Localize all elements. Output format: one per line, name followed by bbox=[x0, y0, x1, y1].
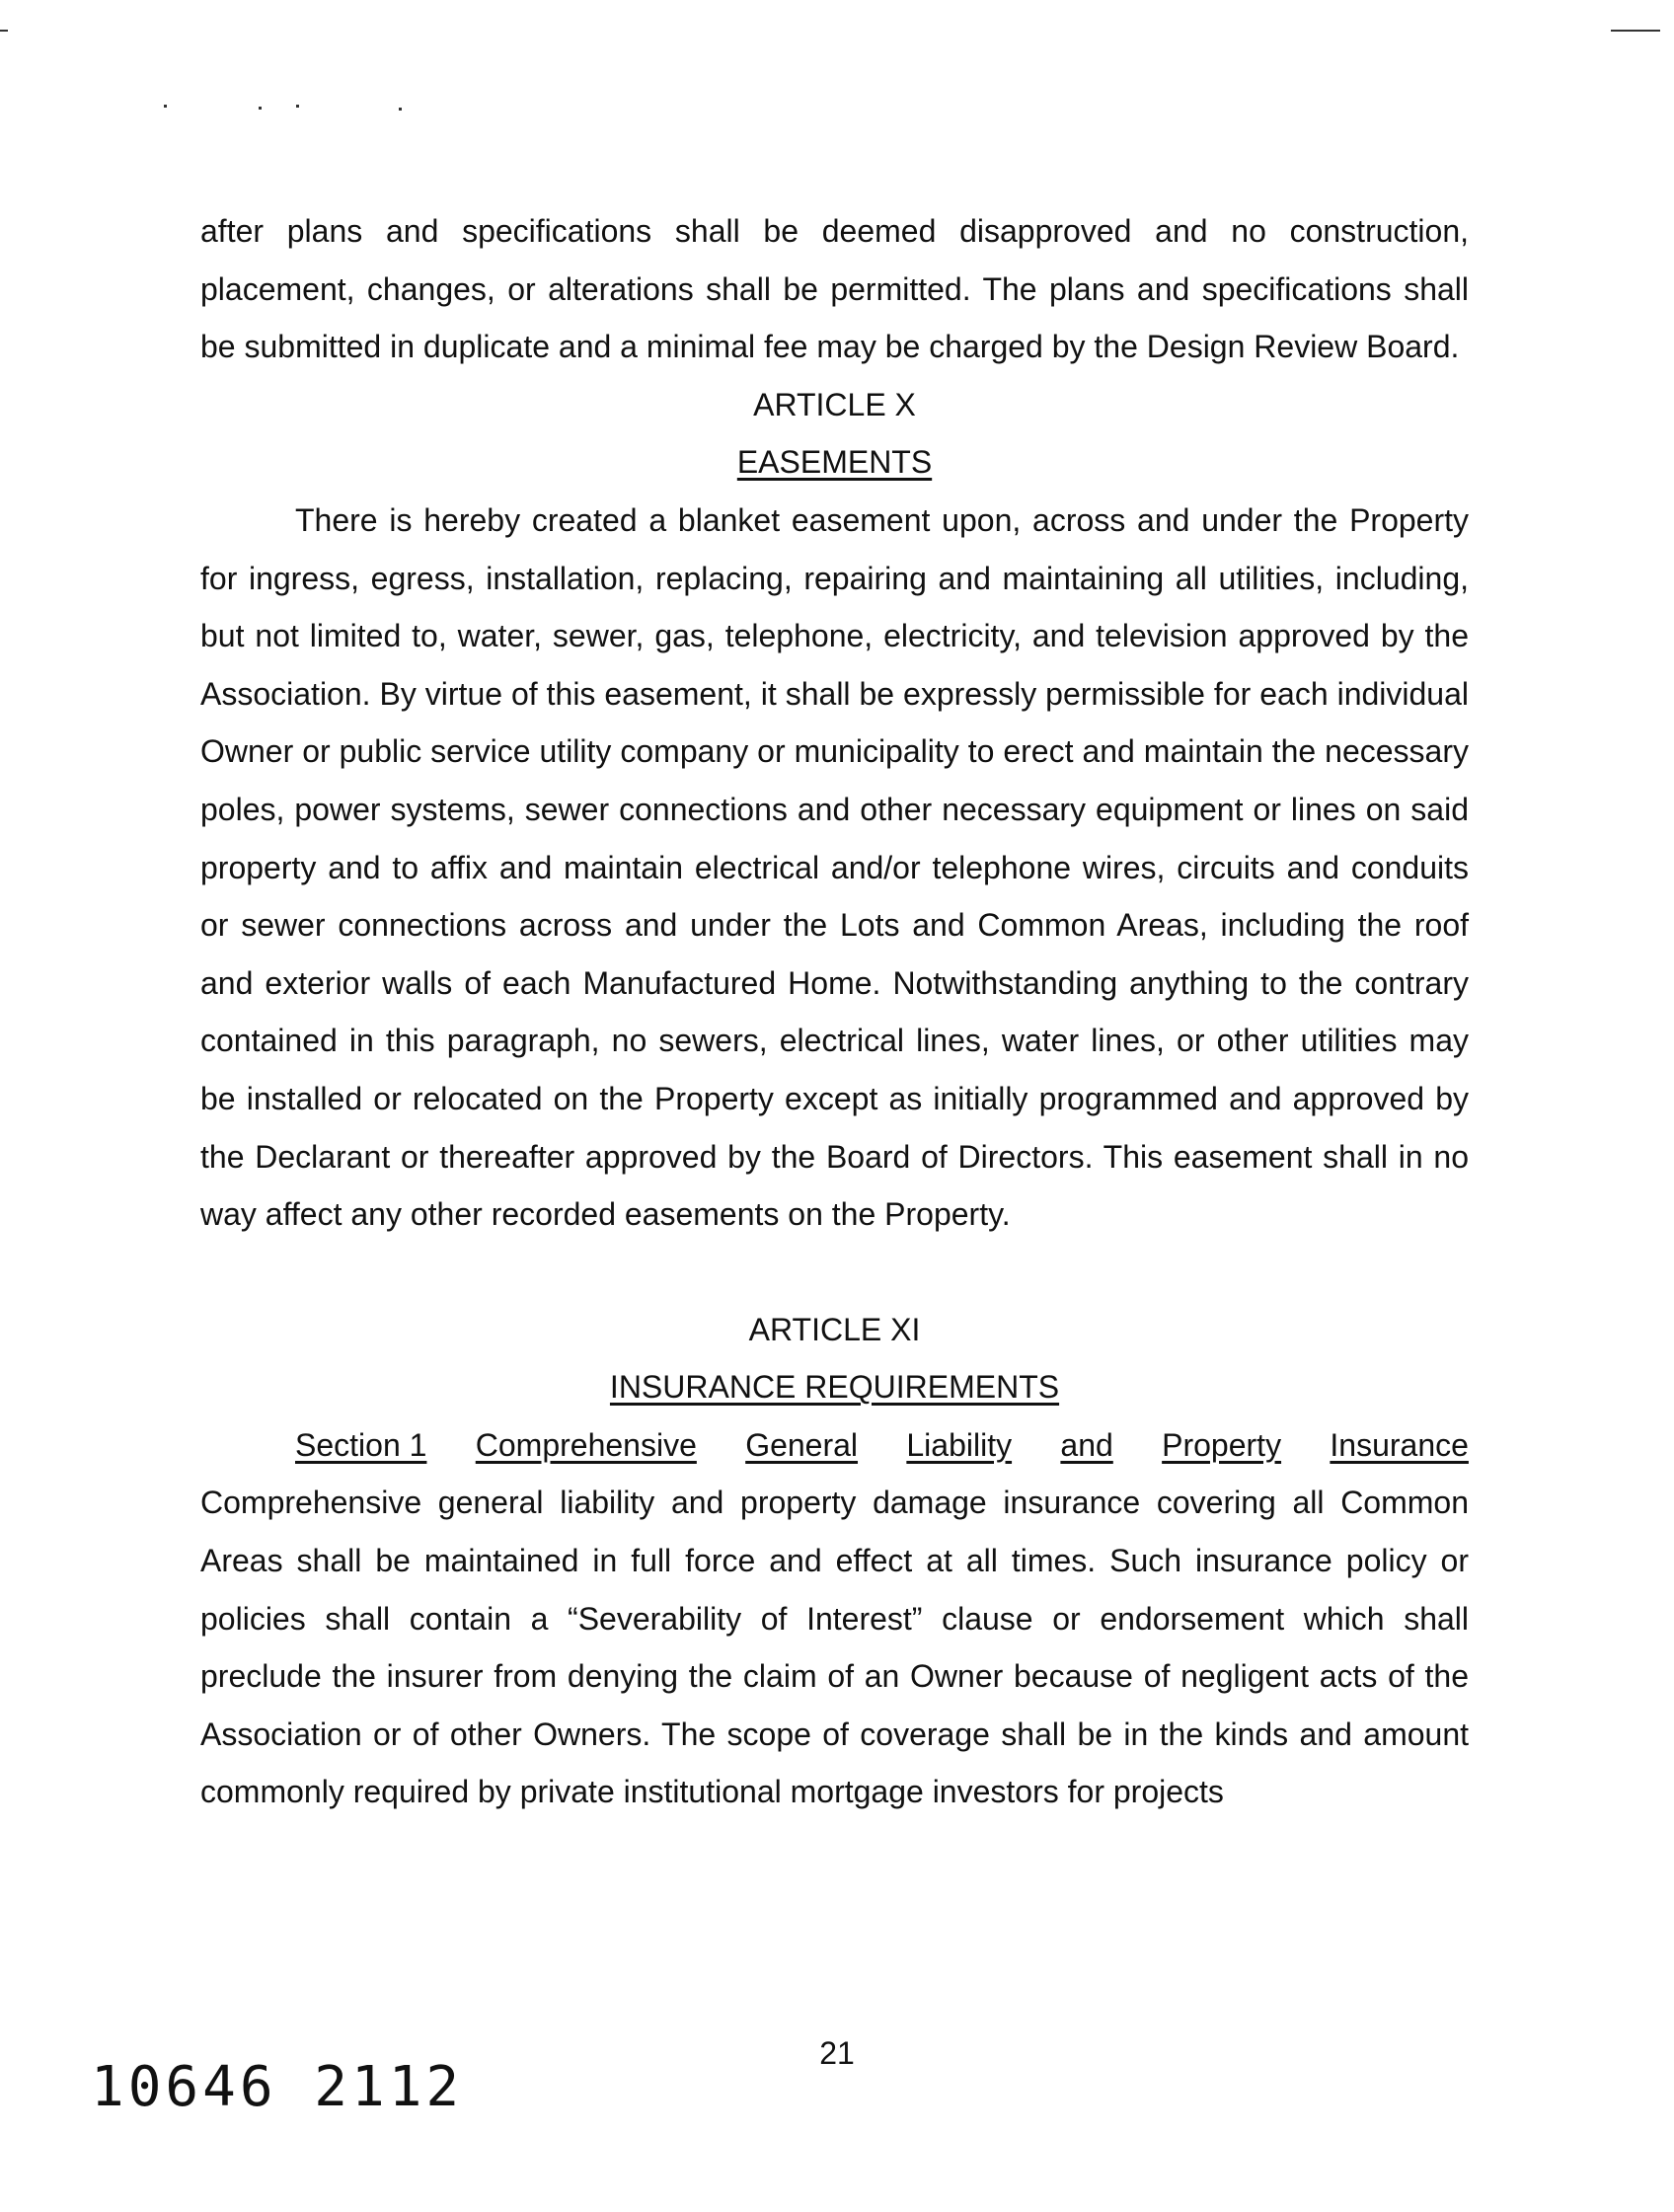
scan-dot bbox=[399, 108, 402, 111]
section-gap bbox=[200, 1244, 1469, 1301]
scan-dot bbox=[259, 107, 262, 110]
section-title-word: Liability bbox=[906, 1426, 1013, 1463]
scan-dot bbox=[164, 105, 167, 108]
section-label: Section 1 bbox=[295, 1426, 427, 1463]
recording-stamp: 10646 2112 bbox=[91, 2055, 464, 2119]
section-title-word: and bbox=[1060, 1426, 1113, 1463]
article-x-number: ARTICLE X bbox=[753, 386, 916, 422]
section-title-word: Property bbox=[1162, 1426, 1282, 1463]
easements-paragraph: There is hereby created a blanket easement upon, across and under the Property for ingress, egress, installation, replacing, repairing and maintaining all utilities, including, but not limited to, water, sewer, gas, telephone, electricity, and television approved by the Association. By virtue of this easement, it shall be expressly permissible for each individual Owner or public service utility company or municipality to erect and maintain the necessary poles, power systems, sewer connections and other necessary equipment or lines on said property and to affix and maintain electrical and/or telephone wires, circuits and conduits or sewer connections across and under the Lots and Common Areas, including the roof and exterior walls of each Manufactured Home. Notwithstanding anything to the contrary contained in this paragraph, no sewers, electrical lines, water lines, or other utilities may be installed or relocated on the Property except as initially programmed and approved by the Declarant or thereafter approved by the Board of Directors. This easement shall in no way affect any other recorded easements on the Property. bbox=[200, 501, 1469, 1233]
article-x-title: EASEMENTS bbox=[736, 444, 933, 481]
article-xi-title: INSURANCE REQUIREMENTS bbox=[609, 1369, 1060, 1406]
scan-dot bbox=[296, 105, 299, 108]
document-page bbox=[200, 202, 1469, 1821]
section-title-word: Comprehensive bbox=[475, 1426, 697, 1463]
section-1-heading bbox=[200, 1416, 1469, 1475]
section-title-word: General bbox=[745, 1426, 859, 1463]
scan-mark-top-right bbox=[1611, 30, 1660, 32]
continuation-paragraph: after plans and specifications shall be deemed disapproved and no construction, placement, changes, or alterations shall be permitted. The plans and specifications shall be submitted in duplicate and a minimal fee may be charged by the Design Review Board. bbox=[200, 213, 1469, 365]
scan-mark-top-left bbox=[0, 30, 8, 32]
page-number: 21 bbox=[819, 2035, 855, 2071]
article-xi-number: ARTICLE XI bbox=[748, 1311, 921, 1347]
insurance-paragraph: Comprehensive general liability and property damage insurance covering all Common Areas shall be maintained in full force and effect at all times. Such insurance policy or policies shall contain a “Severability of Interest” clause or endorsement which shall preclude the insurer from denying the claim of an Owner because of negligent acts of the Association or of other Owners. The scope of coverage shall be in the kinds and amount commonly required by private institutional mortgage investors for projects bbox=[200, 1485, 1469, 1810]
section-title-word: Insurance bbox=[1330, 1426, 1469, 1463]
